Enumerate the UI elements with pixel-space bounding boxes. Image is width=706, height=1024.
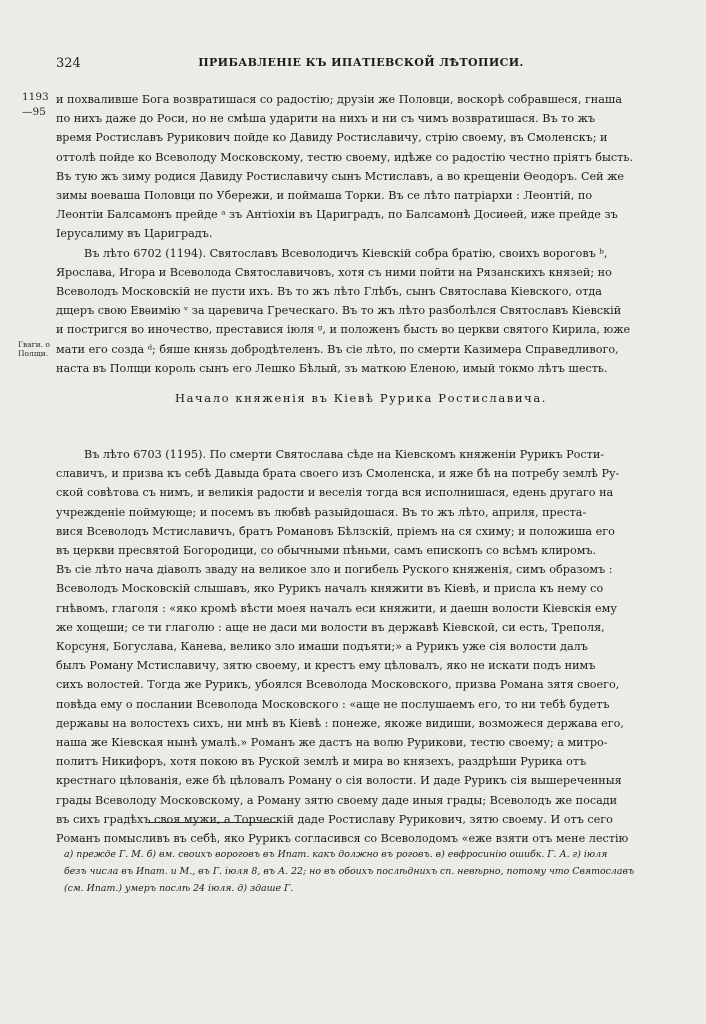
text-line: Іерусалиму въ Цариградъ. [56, 227, 213, 241]
text-line: Ярослава, Игора и Всеволода Святославичовъ, хотя съ ними пойти на Рязанскихъ князей; но [56, 265, 612, 279]
text-line: по нихъ даже до Роси, но не смѣша ударити на нихъ и ни съ чимъ возвратишася. Въ то жъ [56, 112, 596, 126]
margin-note-line-2: Полщи. [18, 349, 49, 358]
text-line: дщеръ свою Евѳимію ᵛ за царевича Греческаго. Въ то жъ лѣто разболѣлся Святославъ Кіевскій [56, 304, 622, 318]
text-line: Въ сіе лѣто нача діаволъ зваду на великое зло и погибель Руского княженія, симъ образомъ : [56, 563, 613, 577]
text-line: мати его созда ᵈ; бяше князь добродѣтеленъ. Въ сіе лѣто, по смерти Казимера Справедливого, [56, 342, 619, 356]
text-line: вися Всеволодъ Мстиславичъ, братъ Романовъ Бѣлзскій, пріемъ на ся схиму; и положиша его [56, 524, 615, 538]
text-line: Корсуня, Богуслава, Канева, велико зло имаши подъяти;» а Рурикъ уже сія волости далъ [56, 640, 588, 654]
text-line: сихъ волостей. Тогда же Рурикъ, убоялся Всеволода Московского, призва Романа зятя своего, [56, 678, 620, 692]
page-header [56, 56, 666, 76]
text-line: и постригся во иночество, преставися іюля ᵍ, и положенъ бысть во церкви святого Кирила, юже [56, 323, 631, 337]
text-line: и похваливше Бога возвратишася со радостію; друзіи же Половци, воскорѣ собравшеся, гнаша [56, 93, 623, 106]
footnote-line: (см. Ипат.) умеръ послѣ 24 іюля. д) здаше Г. [64, 883, 294, 894]
margin-year-bottom: —95 [22, 106, 46, 118]
text-line: учрежденіе поймующе; и посемъ въ любвѣ разыйдошася. Въ то жъ лѣто, априля, преста- [56, 505, 587, 519]
text-line: Въ лѣто 6703 (1195). По смерти Святослава сѣде на Кіевскомъ княженіи Рурикъ Рости- [84, 448, 605, 461]
margin-year-top: 1193 [22, 91, 49, 103]
text-line: Всеволодъ Московскій не пусти ихъ. Въ то жъ лѣто Глѣбъ, сынъ Святослава Кіевского, отда [56, 285, 602, 299]
text-line: наша же Кіевская нынѣ умалѣ.» Романъ же дастъ на волю Рурикови, тестю своему; а митро- [56, 736, 608, 750]
text-line: наста въ Полщи король сынъ его Лешко Бѣлый, зъ маткою Еленою, имый токмо лѣтъ шесть. [56, 361, 608, 375]
text-line: былъ Роману Мстиславичу, зятю своему, и крестъ ему цѣловалъ, яко не искати подъ нимъ [56, 659, 596, 673]
text-line: въ церкви пресвятой Богородици, со обычными пѣньми, самъ епископъ со всѣмъ клиромъ. [56, 544, 597, 558]
footnote-line: безъ числа въ Ипат. и М., въ Г. іюля 8, въ А. 22; но въ обоихъ послѣднихъ сп. невѣрно, потому что Святославъ [64, 866, 635, 877]
section-title: Начало княженія въ Кіевѣ Рурика Ростиславича. [174, 391, 548, 405]
text-line: гнѣвомъ, глаголя : «яко кромѣ вѣсти моея началъ еси княжити, и даешн волости Кіевскія ему [56, 601, 617, 615]
text-line: же хощеши; се ти глаголю : аще не даси ми волости въ державѣ Кіевской, си есть, Треполя, [56, 620, 605, 634]
text-line: Леонтіи Балсамонъ прейде ᵃ зъ Антіохіи въ Цариградъ, по Балсамонѣ Досиѳей, иже прейде зъ [56, 208, 618, 222]
text-section-1 [56, 90, 666, 378]
text-line: повѣда ему о послании Всеволода Московского : «аще не послушаемъ его, то ни тебѣ будетъ [56, 697, 610, 711]
text-line: грады Всеволоду Московскому, а Роману зятю своему даде иныя грады; Всеволодъ же посади [56, 793, 618, 807]
text-line: Въ лѣто 6702 (1194). Святославъ Всеволодичъ Кіевскій собра братію, своихъ вороговъ ᵇ, [84, 246, 608, 260]
footnote-line: а) прежде Г. М. б) вм. своихъ вороговъ въ Ипат. какъ должно въ роговъ. в) евфросинію ошибк. Г. А. г) іюля [64, 849, 608, 860]
text-line: политъ Никифоръ, хотя покою въ Руской землѣ и мира во князехъ, раздрѣши Рурика отъ [56, 755, 587, 769]
text-line: въ сихъ градѣхъ своя мужи, а Торческій даде Ростиславу Рурикович, зятю своему. И отъ сего [56, 812, 613, 826]
text-line: время Ростиславъ Рурикович пойде ко Давиду Ростиславичу, стрію своему, въ Смоленскъ; и [56, 131, 608, 145]
text-line: оттолѣ пойде ко Всеволоду Московскому, тестю своему, идѣже со радостію честно прiятъ бысть. [56, 150, 633, 164]
page-number: 324 [56, 56, 81, 71]
text-line: крестнаго цѣлованія, еже бѣ цѣловалъ Роману о сія волости. И даде Рурикъ сія вышереченныя [56, 774, 622, 788]
text-section-2 [56, 445, 666, 848]
margin-note-line-1: Гваги. о [18, 340, 50, 349]
margin-note-poland [18, 340, 50, 358]
running-title: ПРИБАВЛЕНІЕ КЪ ИПАТІЕВСКОЙ ЛѢТОПИСИ. [198, 56, 524, 69]
text-line: ской совѣтова съ нимъ, и великія радости и веселія тогда вся исполнишася, едень другаго на [56, 486, 614, 500]
text-line: державы на волостехъ сихъ, ни мнѣ въ Кіевѣ : понеже, якоже видиши, возможеся держава его, [56, 716, 624, 730]
text-line: Романъ помысливъ въ себѣ, яко Рурикъ согласився со Всеволодомъ «еже взяти отъ мене лестію [56, 832, 629, 846]
footnote-divider [148, 822, 278, 823]
text-line: Въ тую жъ зиму родися Давиду Ростиславичу сынъ Мстиславъ, а во крещеніи Ѳеодоръ. Сей же [56, 169, 625, 183]
text-line: Всеволодъ Московскій слышавъ, яко Рурикъ началъ княжити въ Кіевѣ, и присла къ нему со [56, 582, 604, 596]
margin-years [22, 90, 49, 120]
text-line: славичъ, и призва къ себѣ Давыда брата своего изъ Смоленска, и яже бѣ на потребу землѣ Ру- [56, 467, 620, 481]
footnotes [64, 846, 664, 897]
text-line: зимы воеваша Половци по Убережи, и поймаша Торки. Въ се лѣто патріархи : Леонтій, по [56, 189, 593, 203]
